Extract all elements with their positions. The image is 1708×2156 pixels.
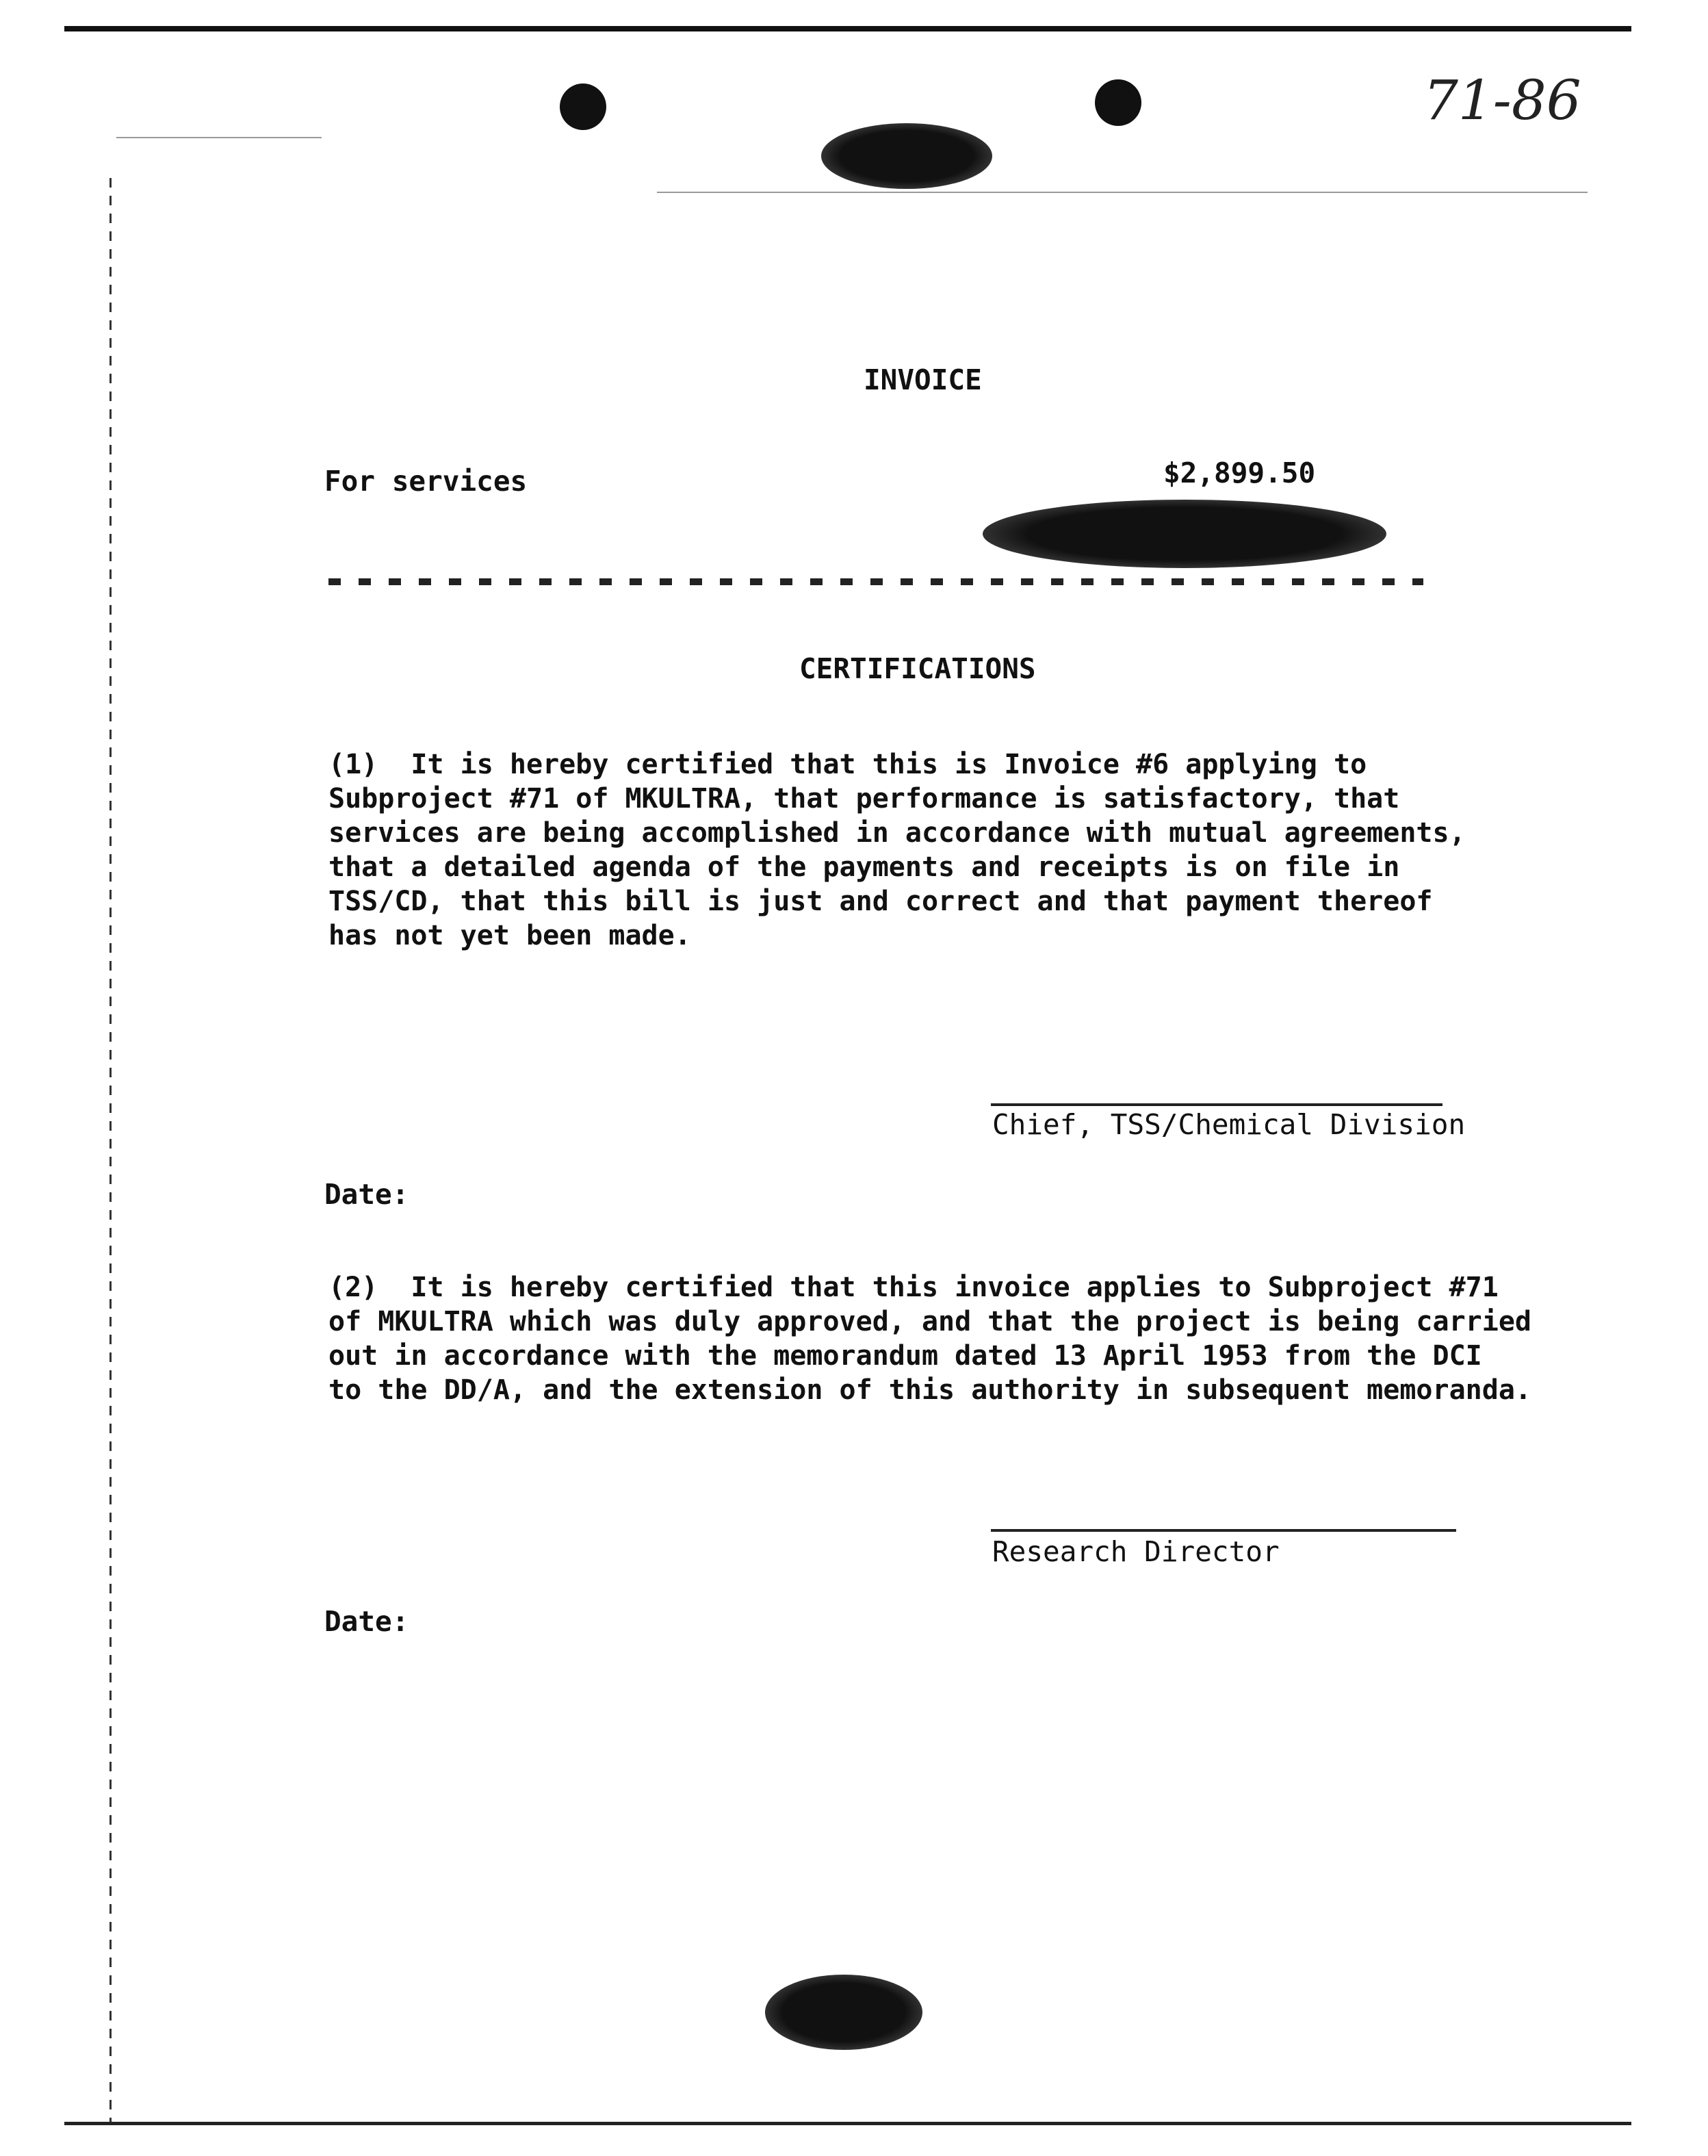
signature-line-1: [991, 1103, 1442, 1106]
punch-hole-right: [1095, 79, 1141, 126]
section-separator: [328, 578, 1423, 585]
invoice-title: INVOICE: [864, 363, 982, 396]
page-left-edge: [109, 178, 112, 2122]
invoice-amount: $2,899.50: [1163, 457, 1316, 489]
cert1-line: TSS/CD, that this bill is just and correct and that payment thereof: [328, 886, 1433, 917]
cert1-line: Subproject #71 of MKULTRA, that performance is satisfactory, that: [328, 783, 1400, 814]
cert2-line: (2) It is hereby certified that this invoice applies to Subproject #71: [328, 1272, 1499, 1303]
cert1-line: that a detailed agenda of the payments and receipts is on file in: [328, 851, 1400, 883]
redaction-amount: [983, 500, 1386, 568]
cert1-line: (1) It is hereby certified that this is Invoice #6 applying to: [328, 749, 1367, 780]
cert1-line: has not yet been made.: [328, 920, 691, 951]
signer-2-title: Research Director: [992, 1535, 1280, 1568]
punch-hole-left: [560, 84, 606, 130]
scan-artifact-line: [116, 137, 322, 138]
cert1-line: services are being accomplished in accordance with mutual agreements,: [328, 817, 1466, 849]
services-label: For services: [324, 465, 528, 498]
cert2-line: of MKULTRA which was duly approved, and that the project is being carried: [328, 1306, 1531, 1337]
redaction-top: [821, 123, 992, 189]
cert2-line: out in accordance with the memorandum dated 13 April 1953 from the DCI: [328, 1340, 1482, 1372]
date-label-2: Date:: [324, 1605, 409, 1638]
page-bottom-edge: [64, 2122, 1631, 2125]
signature-line-2: [991, 1529, 1456, 1532]
redaction-bottom: [765, 1975, 922, 2050]
certifications-title: CERTIFICATIONS: [799, 652, 1036, 685]
page-top-edge: [64, 26, 1631, 31]
cert2-line: to the DD/A, and the extension of this authority in subsequent memoranda.: [328, 1374, 1531, 1406]
handwritten-file-number: 71-86: [1423, 68, 1581, 132]
date-label-1: Date:: [324, 1178, 409, 1211]
signer-1-title: Chief, TSS/Chemical Division: [992, 1108, 1466, 1141]
scan-artifact-line: [657, 192, 1588, 193]
